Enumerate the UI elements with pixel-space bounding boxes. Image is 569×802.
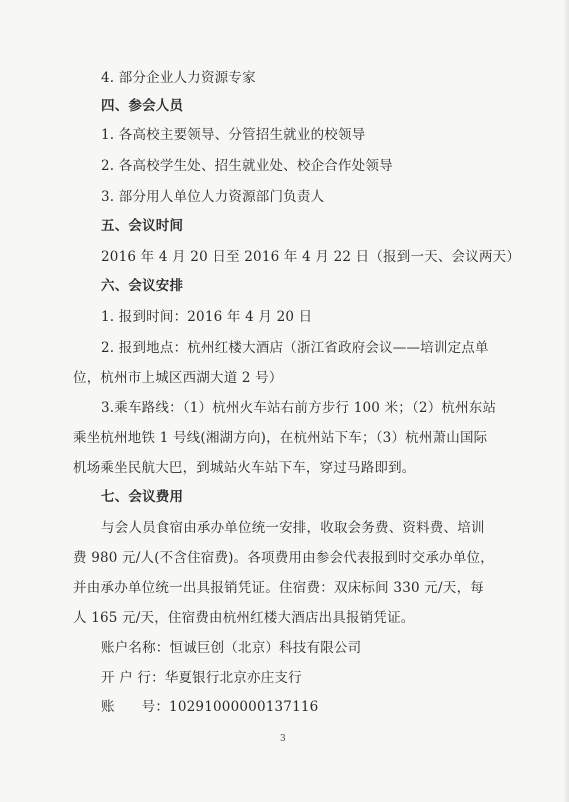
fees-paragraph-line-3: 并由承办单位统一出具报销凭证。住宿费：双床标间 330 元/天，每 bbox=[73, 580, 484, 596]
section-heading-attendees: 四、参会人员 bbox=[101, 98, 184, 114]
page-number: 3 bbox=[280, 734, 286, 744]
bus-route-line-2: 乘坐杭州地铁 1 号线(湘湖方向)，在杭州站下车；（3）杭州萧山国际 bbox=[73, 430, 488, 446]
meeting-time-text: 2016 年 4 月 20 日至 2016 年 4 月 22 日（报到一天、会议两天） bbox=[101, 249, 521, 265]
scan-edge bbox=[563, 0, 569, 802]
checkin-location-line-2: 位，杭州市上城区西湖大道 2 号） bbox=[73, 370, 283, 386]
fees-paragraph-line-4: 人 165 元/天，住宿费由杭州红楼大酒店出具报销凭证。 bbox=[73, 610, 415, 626]
account-number: 账 号：10291000000137116 bbox=[101, 699, 319, 715]
participant-item-4: 4. 部分企业人力资源专家 bbox=[101, 70, 256, 86]
attendee-item-1: 1. 各高校主要领导、分管招生就业的校领导 bbox=[101, 127, 366, 143]
attendee-item-3: 3. 部分用人单位人力资源部门负责人 bbox=[101, 189, 325, 205]
account-bank: 开 户 行：华夏银行北京亦庄支行 bbox=[101, 670, 302, 686]
bus-route-line-3: 机场乘坐民航大巴，到城站火车站下车，穿过马路即到。 bbox=[73, 460, 416, 476]
attendee-item-2: 2. 各高校学生处、招生就业处、校企合作处领导 bbox=[101, 158, 393, 174]
checkin-time: 1. 报到时间：2016 年 4 月 20 日 bbox=[101, 309, 313, 325]
section-heading-meeting-time: 五、会议时间 bbox=[101, 218, 184, 234]
account-name: 账户名称：恒诚巨创（北京）科技有限公司 bbox=[101, 640, 362, 656]
bus-route-line-1: 3.乘车路线：（1）杭州火车站右前方步行 100 米；（2）杭州东站 bbox=[101, 400, 497, 416]
checkin-location-line-1: 2. 报到地点：杭州红楼大酒店（浙江省政府会议——培训定点单 bbox=[101, 340, 489, 356]
section-heading-fees: 七、会议费用 bbox=[101, 489, 184, 505]
fees-paragraph-line-2: 费 980 元/人(不含住宿费)。各项费用由参会代表报到时交承办单位， bbox=[73, 550, 494, 566]
section-heading-arrangements: 六、会议安排 bbox=[101, 278, 184, 294]
fees-paragraph-line-1: 与会人员食宿由承办单位统一安排，收取会务费、资料费、培训 bbox=[101, 520, 485, 536]
